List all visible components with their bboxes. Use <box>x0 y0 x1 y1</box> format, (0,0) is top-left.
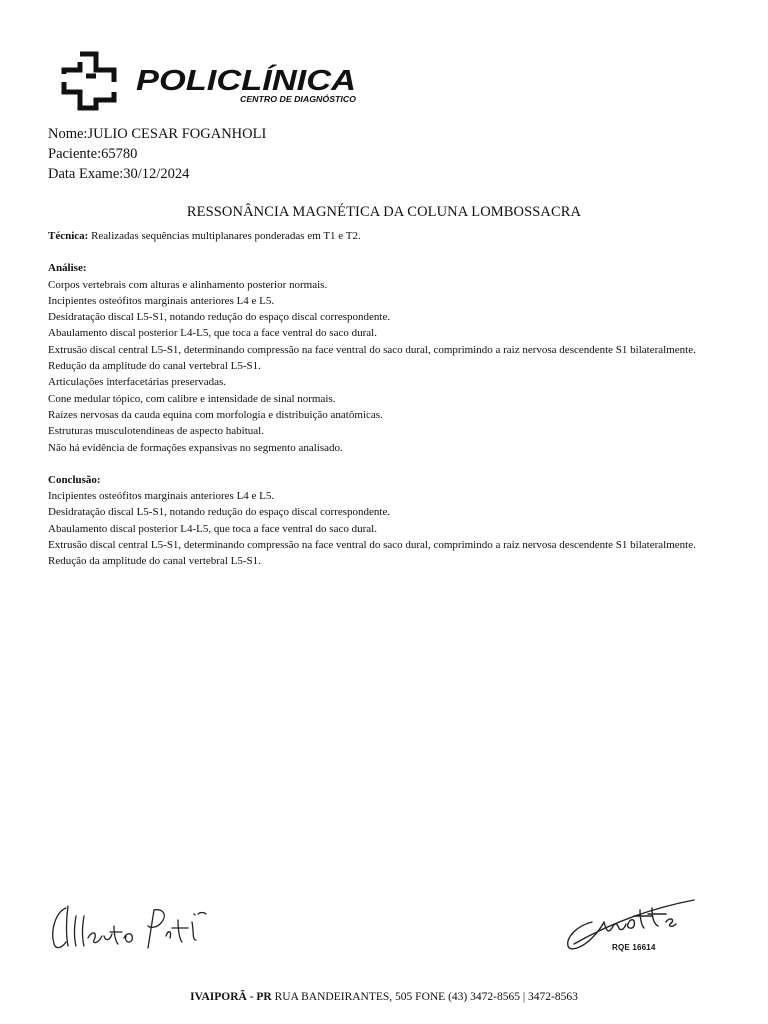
cross-logo-icon <box>50 48 370 114</box>
conclusion-line: Incipientes osteófitos marginais anteriores L4 e L5. <box>48 490 275 503</box>
report-body <box>48 228 720 570</box>
analysis-label: Análise: <box>48 262 87 275</box>
analysis-line: Redução da amplitude do canal vertebral L5-S1. <box>48 360 261 373</box>
analysis-line: Estruturas musculotendíneas de aspecto habitual. <box>48 425 264 438</box>
handwritten-signature-icon <box>46 896 216 960</box>
conclusion-line: Extrusão discal central L5-S1, determinando compressão na face ventral do saco dural, comprimindo a raiz nervosa descendente S1 bilateralmente. <box>48 539 696 552</box>
analysis-line: Extrusão discal central L5-S1, determinando compressão na face ventral do saco dural, comprimindo a raiz nervosa descendente S1 bilateralmente. <box>48 343 696 356</box>
report-title: RESSONÂNCIA MAGNÉTICA DA COLUNA LOMBOSSACRA <box>186 204 582 220</box>
technique-label: Técnica: <box>48 230 89 242</box>
footer-address <box>0 991 768 1003</box>
analysis-line: Cone medular tópico, com calibre e intensidade de sinal normais. <box>48 392 336 405</box>
signature-left <box>46 896 216 960</box>
patient-id: Paciente:65780 <box>48 146 138 162</box>
analysis-line: Desidratação discal L5-S1, notando redução do espaço discal correspondente. <box>48 311 391 324</box>
analysis-line: Articulações interfacetárias preservadas. <box>48 376 227 389</box>
conclusion-line: Redução da amplitude do canal vertebral L5-S1. <box>48 555 261 568</box>
logo-name: POLICLÍNICA <box>136 65 322 97</box>
conclusion-label: Conclusão: <box>48 473 101 486</box>
analysis-line: Incipientes osteófitos marginais anteriores L4 e L5. <box>48 294 275 307</box>
analysis-line: Não há evidência de formações expansivas no segmento analisado. <box>48 441 343 454</box>
conclusion-line: Abaulamento discal posterior L4-L5, que toca a face ventral do saco dural. <box>48 522 377 535</box>
analysis-line: Raízes nervosas da cauda equina com morfologia e distribuição anatômicas. <box>48 408 383 421</box>
footer-city: IVAIPORÃ - PR <box>190 991 272 1003</box>
analysis-line: Abaulamento discal posterior L4-L5, que toca a face ventral do saco dural. <box>48 327 377 340</box>
patient-name: Nome:JULIO CESAR FOGANHOLI <box>48 126 267 142</box>
footer-address-text: RUA BANDEIRANTES, 505 FONE (43) 3472-8565 | 3472-8563 <box>271 991 578 1003</box>
analysis-line: Corpos vertebrais com alturas e alinhamento posterior normais. <box>48 278 328 291</box>
exam-date: Data Exame:30/12/2024 <box>48 166 190 182</box>
signature-crm: RQE 16614 <box>612 943 656 952</box>
clinic-logo <box>50 48 370 114</box>
logo-subtitle: CENTRO DE DIAGNÓSTICO <box>240 95 357 104</box>
patient-info <box>48 124 266 184</box>
conclusion-line: Desidratação discal L5-S1, notando redução do espaço discal correspondente. <box>48 506 391 519</box>
technique-text: Realizadas sequências multiplanares ponderadas em T1 e T2. <box>88 230 361 242</box>
technique-line <box>48 228 720 244</box>
